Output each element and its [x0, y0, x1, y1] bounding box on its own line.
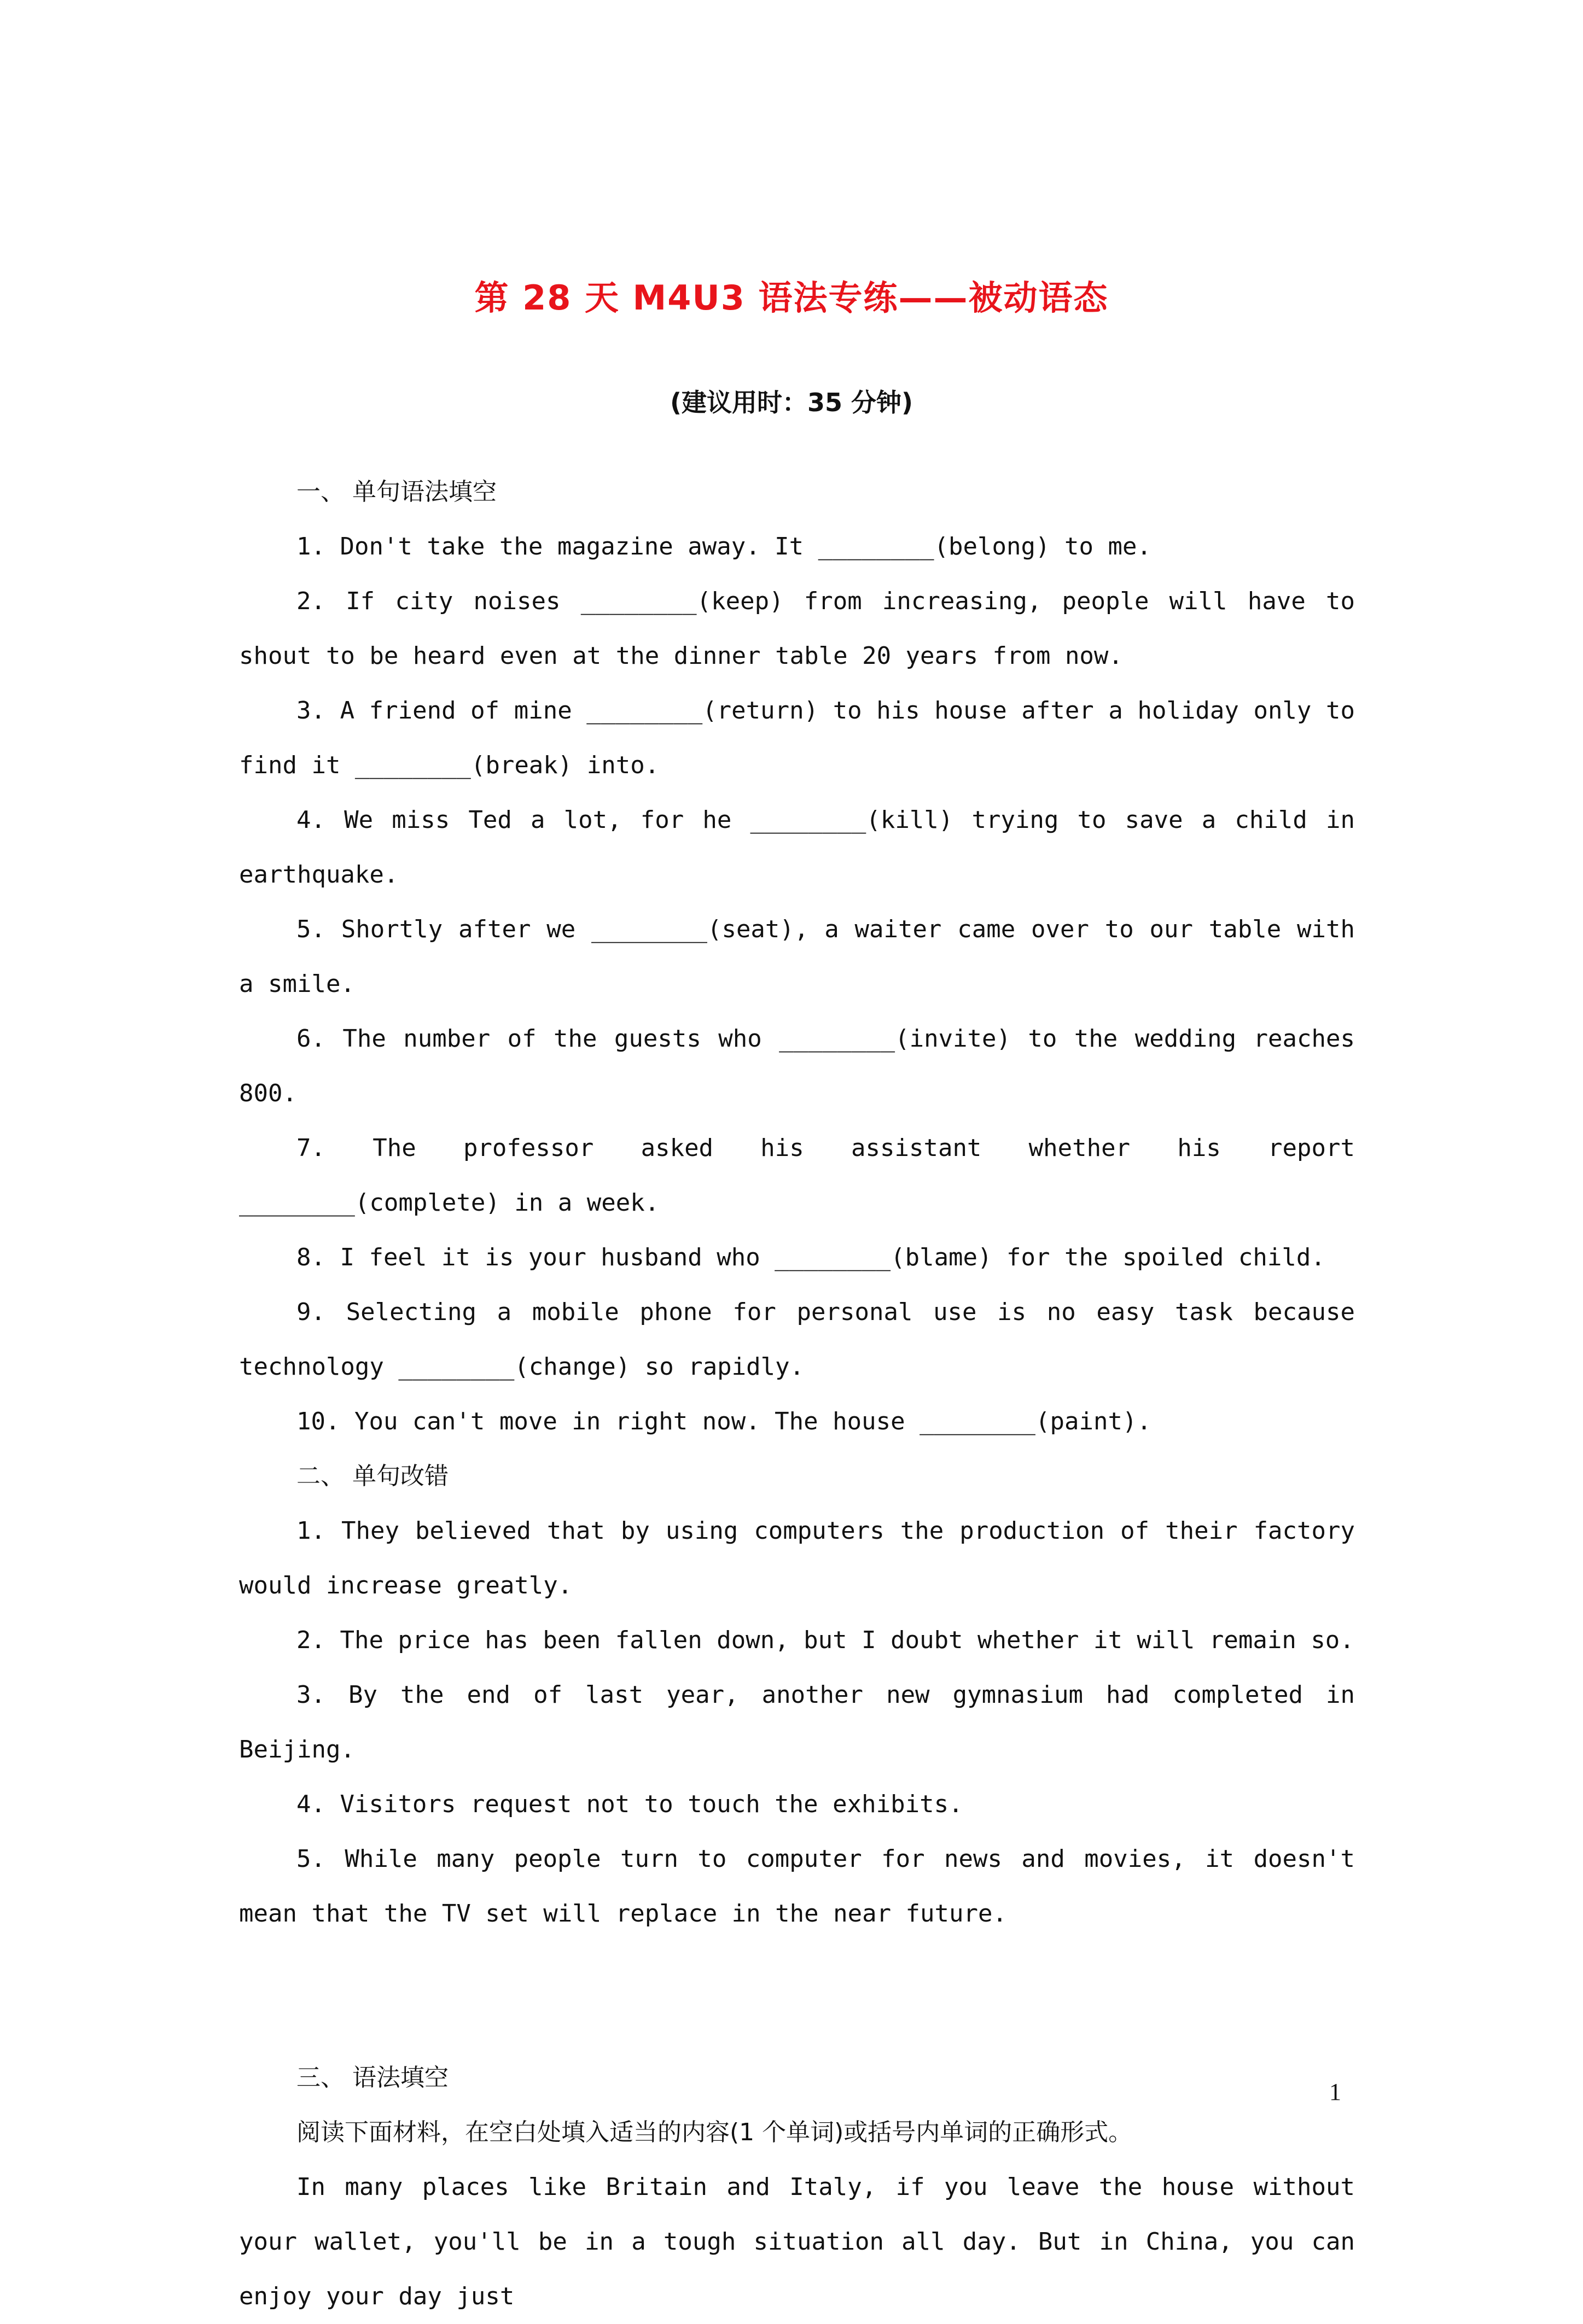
section-2-item: 2. The price has been fallen down, but I doubt whether it will remain so. — [296, 1626, 1354, 1654]
section-1-item: 9. Selecting a mobile phone for personal use is no easy task because technology ________(change) so rapidly. — [239, 1298, 1355, 1381]
section-1-item: 1. Don't take the magazine away. It ________(belong) to me. — [296, 533, 1151, 560]
section-1-item: 5. Shortly after we ________(seat), a waiter came over to our table with a smile. — [239, 915, 1355, 998]
section-1-item: 8. I feel it is your husband who ________(blame) for the spoiled child. — [296, 1243, 1325, 1271]
section-1-item: 3. A friend of mine ________(return) to his house after a holiday only to find it ________(break) into. — [239, 697, 1355, 779]
section-spacer — [239, 1941, 1355, 2051]
section-2-heading: 二、 单句改错 — [296, 1462, 449, 1490]
document-body — [239, 465, 1355, 2324]
section-2-item: 4. Visitors request not to touch the exhibits. — [296, 1790, 963, 1818]
section-3-instruction: 阅读下面材料，在空白处填入适当的内容(1 个单词)或括号内单词的正确形式。 — [296, 2118, 1133, 2146]
section-1-item: 6. The number of the guests who ________(invite) to the wedding reaches 800. — [239, 1025, 1355, 1107]
section-1-item: 10. You can't move in right now. The house ________(paint). — [296, 1408, 1151, 1435]
section-1-item: 7. The professor asked his assistant whether his report ________(complete) in a week. — [239, 1134, 1355, 1217]
page-number: 1 — [1329, 2078, 1341, 2105]
section-3-passage: In many places like Britain and Italy, if you leave the house without your wallet, you'll be in a tough situation all day. But in China, you can enjoy your day just — [239, 2173, 1355, 2310]
document-title: 第 28 天 M4U3 语法专练——被动语态 — [474, 278, 1109, 318]
section-1-heading: 一、 单句语法填空 — [296, 478, 497, 506]
section-2-item: 3. By the end of last year, another new gymnasium had completed in Beijing. — [239, 1681, 1355, 1764]
section-1-item: 4. We miss Ted a lot, for he ________(kill) trying to save a child in earthquake. — [239, 806, 1355, 889]
section-3-heading: 三、 语法填空 — [296, 2064, 449, 2092]
section-2-item: 5. While many people turn to computer for news and movies, it doesn't mean that the TV set will replace in the near future. — [239, 1845, 1355, 1928]
section-2-item: 1. They believed that by using computers the production of their factory would increase greatly. — [239, 1517, 1355, 1599]
section-1-item: 2. If city noises ________(keep) from increasing, people will have to shout to be heard even at the dinner table 20 years from now. — [239, 587, 1355, 670]
document-subtitle: (建议用时：35 分钟) — [670, 388, 913, 417]
